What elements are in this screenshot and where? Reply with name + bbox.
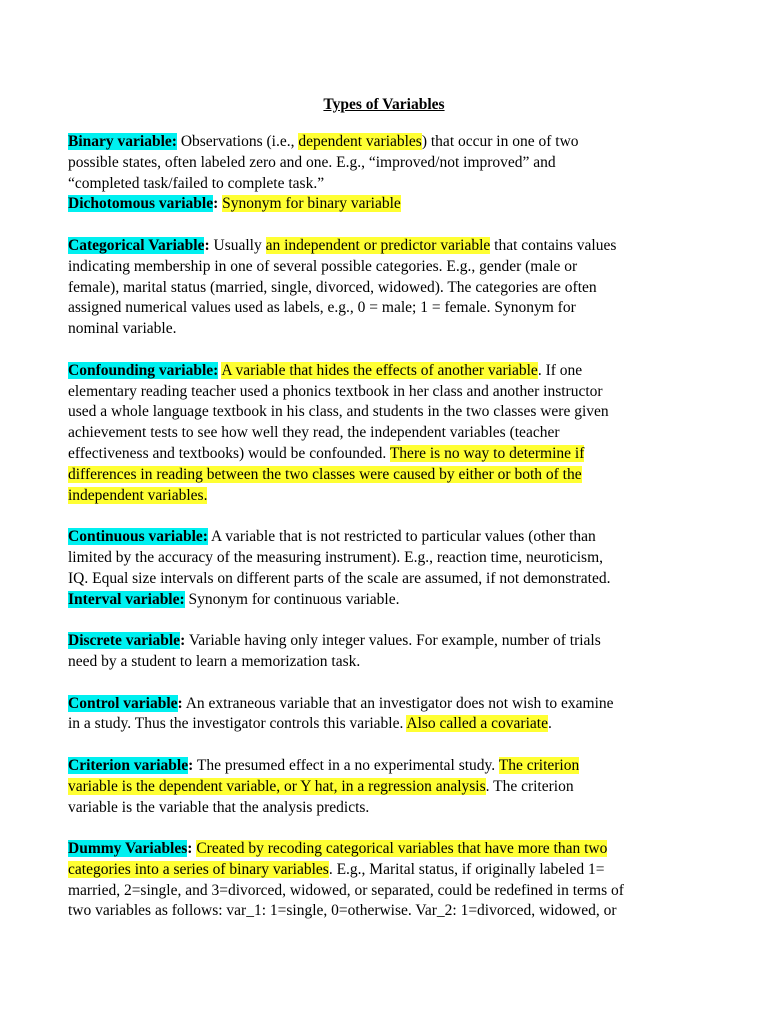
text-run: married, 2=single, and 3=divorced, widowed, or separated, could be redefined in terms of — [68, 881, 624, 899]
paragraph-gap — [68, 340, 708, 361]
text-line — [68, 901, 708, 922]
text-line — [68, 860, 708, 881]
text-run: that contains values — [490, 236, 617, 254]
text-line — [68, 652, 708, 673]
document-body — [68, 132, 708, 922]
text-line — [68, 486, 708, 507]
text-line — [68, 319, 708, 340]
highlighted-text: independent variables. — [68, 486, 208, 504]
paragraph-gap — [68, 735, 708, 756]
text-run: possible states, often labeled zero and one. E.g., “improved/not improved” and — [68, 153, 556, 171]
text-run: in a study. Thus the investigator controls this variable. — [68, 715, 407, 733]
highlighted-text: categories into a series of binary variables — [68, 860, 329, 878]
text-run: used a whole language textbook in his class, and students in the two classes were given — [68, 403, 609, 421]
text-run: female), marital status (married, single, divorced, widowed). The categories are often — [68, 278, 597, 296]
text-run: IQ. Equal size intervals on different parts of the scale are assumed, if not demonstrated. — [68, 569, 611, 587]
text-line — [68, 694, 708, 715]
text-run: A variable that is not restricted to particular values (other than — [207, 528, 596, 546]
text-run: effectiveness and textbooks) would be confounded. — [68, 444, 390, 462]
text-run: . E.g., Marital status, if originally labeled 1= — [328, 860, 605, 878]
term-label: : — [188, 756, 194, 774]
text-run: Variable having only integer values. For example, number of trials — [185, 632, 601, 650]
term-label: Interval variable: — [68, 590, 185, 608]
text-line — [68, 361, 708, 382]
term-label: Binary variable: — [68, 133, 177, 150]
paragraph-gap — [68, 215, 708, 236]
term-label: Dummy Variables — [68, 840, 188, 858]
text-line — [68, 174, 708, 195]
text-line — [68, 423, 708, 444]
text-line — [68, 236, 708, 257]
term-label: : — [204, 236, 210, 254]
term-label: : — [180, 632, 186, 650]
highlighted-text: There is no way to determine if — [389, 444, 585, 462]
text-line — [68, 132, 708, 153]
text-run: . — [547, 715, 552, 733]
term-label: Control variable — [68, 694, 178, 712]
term-label: Discrete variable — [68, 632, 181, 650]
text-run: Observations (i.e., — [176, 133, 299, 150]
text-line — [68, 631, 708, 652]
term-label: Categorical Variable — [68, 236, 205, 254]
text-line — [68, 194, 708, 215]
highlighted-text: an independent or predictor variable — [265, 236, 491, 254]
highlighted-text: Created by recoding categorical variables that have more than two — [196, 840, 608, 858]
term-label: Dichotomous variable — [68, 195, 214, 213]
text-run: . The criterion — [485, 777, 574, 795]
text-run: elementary reading teacher used a phonics textbook in her class and another instructor — [68, 382, 603, 400]
definition-paragraph — [68, 631, 708, 673]
text-line — [68, 777, 708, 798]
text-line — [68, 839, 708, 860]
text-run: achievement tests to see how well they read, the independent variables (teacher — [68, 424, 560, 442]
text-line — [68, 444, 708, 465]
text-line — [68, 402, 708, 423]
text-run: An extraneous variable that an investigator does not wish to examine — [182, 694, 614, 712]
text-line — [68, 798, 708, 819]
text-run: ) that occur in one of two — [421, 133, 579, 150]
term-label: Continuous variable: — [68, 528, 208, 546]
definition-paragraph — [68, 756, 708, 818]
text-line — [68, 153, 708, 174]
text-run: indicating membership in one of several possible categories. E.g., gender (male or — [68, 257, 578, 275]
text-line — [68, 714, 708, 735]
text-line — [68, 527, 708, 548]
definition-paragraph — [68, 361, 708, 507]
definition-paragraph — [68, 839, 708, 922]
text-line — [68, 382, 708, 403]
text-run: need by a student to learn a memorization task. — [68, 652, 361, 670]
definition-paragraph — [68, 236, 708, 340]
text-line — [68, 465, 708, 486]
text-line — [68, 756, 708, 777]
text-line — [68, 548, 708, 569]
text-run: The presumed effect in a no experimental study. — [193, 756, 499, 774]
definition-paragraph — [68, 694, 708, 736]
paragraph-gap — [68, 506, 708, 527]
term-label: Confounding variable: — [68, 361, 219, 379]
text-run: Usually — [209, 236, 266, 254]
paragraph-gap — [68, 610, 708, 631]
highlighted-text: variable is the dependent variable, or Y hat, in a regression analysis — [68, 777, 486, 795]
text-line — [68, 257, 708, 278]
definition-paragraph — [68, 527, 708, 610]
term-label: : — [187, 840, 193, 858]
highlighted-text: Synonym for binary variable — [222, 195, 401, 213]
highlighted-text: differences in reading between the two classes were caused by either or both of the — [68, 465, 582, 483]
term-label: : — [213, 195, 219, 213]
page-title: Types of Variables — [323, 96, 445, 113]
definition-paragraph — [68, 132, 708, 215]
highlighted-text: dependent variables — [298, 133, 422, 150]
paragraph-gap — [68, 673, 708, 694]
text-line — [68, 569, 708, 590]
highlighted-text: A variable that hides the effects of another variable — [221, 361, 538, 379]
text-line — [68, 881, 708, 902]
term-label: Criterion variable — [68, 756, 189, 774]
highlighted-text: Also called a covariate — [406, 715, 548, 733]
text-line — [68, 590, 708, 611]
text-run: . If one — [537, 361, 583, 379]
text-run: limited by the accuracy of the measuring instrument). E.g., reaction time, neuroticism, — [68, 548, 604, 566]
text-run: variable is the variable that the analysis predicts. — [68, 798, 370, 816]
text-run: two variables as follows: var_1: 1=single, 0=otherwise. Var_2: 1=divorced, widowed, or — [68, 902, 617, 920]
text-run: nominal variable. — [68, 320, 177, 338]
term-label: : — [177, 694, 183, 712]
text-run: Synonym for continuous variable. — [184, 590, 400, 608]
highlighted-text: The criterion — [498, 756, 580, 774]
text-run: “completed task/failed to complete task.” — [68, 174, 325, 192]
text-line — [68, 278, 708, 299]
paragraph-gap — [68, 818, 708, 839]
text-line — [68, 298, 708, 319]
text-run: assigned numerical values used as labels, e.g., 0 = male; 1 = female. Synonym for — [68, 299, 576, 317]
